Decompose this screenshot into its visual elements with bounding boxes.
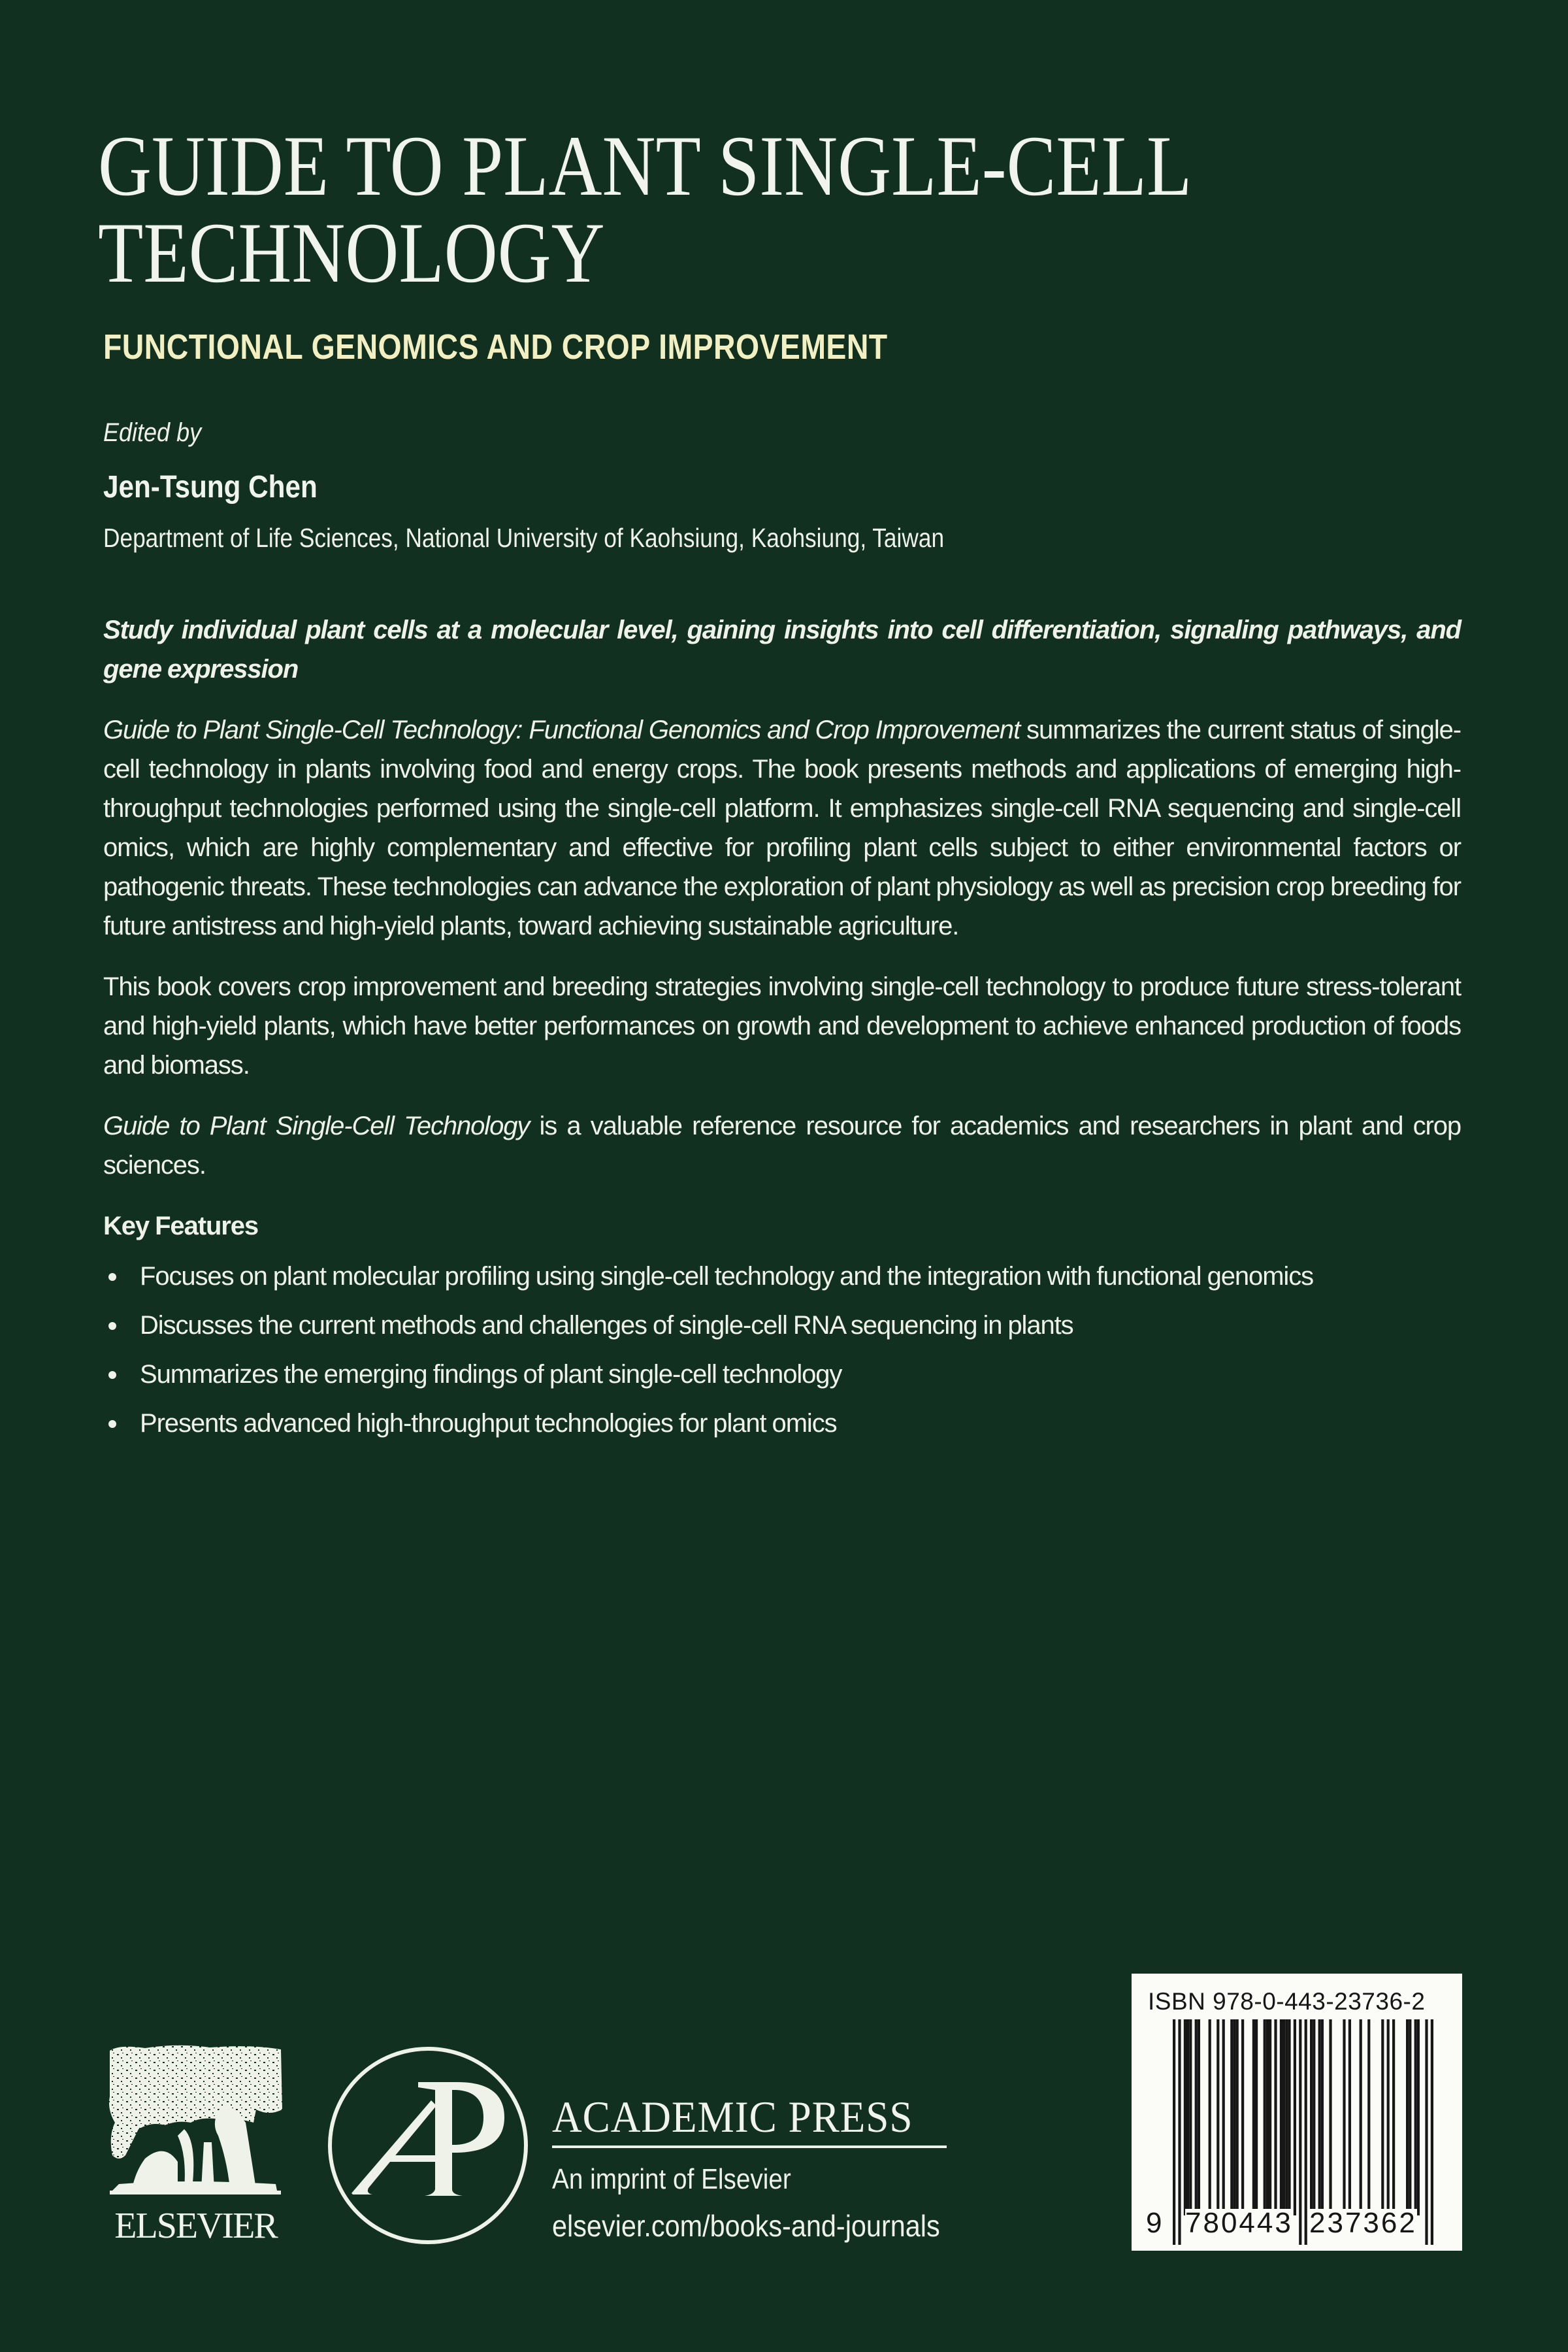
edited-by-label: Edited by — [103, 418, 202, 447]
imprint-line: An imprint of Elsevier — [552, 2163, 791, 2195]
book-title-line-2: TECHNOLOGY — [98, 205, 605, 301]
book-title-reference: Guide to Plant Single-Cell Technology: Functional Genomics and Crop Improvement — [103, 716, 1021, 744]
key-feature-item — [103, 1355, 1461, 1394]
publisher-url[interactable]: elsevier.com/books-and-journals — [552, 2209, 940, 2243]
key-feature-item — [103, 1257, 1461, 1296]
key-feature-text: Presents advanced high-throughput technologies for plant omics — [140, 1409, 837, 1438]
barcode-first-digit: 9 — [1146, 2207, 1162, 2239]
bullet-icon — [108, 1322, 116, 1330]
isbn-label: ISBN 978-0-443-23736-2 — [1148, 1988, 1426, 2015]
key-features-heading: Key Features — [103, 1212, 259, 1240]
ap-monogram-icon — [327, 2046, 529, 2245]
barcode-right-digits: 237362 — [1309, 2207, 1417, 2239]
paragraph-text: summarizes the current status of single-cell technology in plants involving food and energy crops. The book presents methods and applications of emerging high-throughput technologies performed using the single-cell platform. It emphasizes single-cell RNA sequencing and single-cell omics, which are highly complementary and effective for profiling plant cells subject to either environmental factors or pathogenic threats. These technologies can advance the exploration of plant physiology as well as precision crop breeding for future antistress and high-yield plants, toward achieving sustainable agriculture. — [103, 716, 1461, 940]
bullet-icon — [108, 1371, 116, 1379]
editor-affiliation: Department of Life Sciences, National University of Kaohsiung, Kaohsiung, Taiwan — [103, 523, 945, 553]
bullet-icon — [108, 1420, 116, 1428]
back-cover-copy — [103, 610, 1461, 1453]
key-features-list — [103, 1257, 1461, 1443]
book-title-line-1: GUIDE TO PLANT SINGLE-CELL — [98, 118, 1192, 214]
book-title-reference: Guide to Plant Single-Cell Technology — [103, 1112, 530, 1140]
bullet-icon — [108, 1273, 116, 1281]
elsevier-wordmark: ELSEVIER — [114, 2206, 277, 2246]
isbn-barcode — [1132, 1974, 1462, 2251]
elsevier-tree-icon — [106, 2044, 285, 2204]
academic-press-name: ACADEMIC PRESS — [552, 2092, 913, 2142]
description-paragraph-3 — [103, 1106, 1461, 1185]
barcode-left-digits: 780443 — [1185, 2207, 1293, 2239]
key-feature-item — [103, 1306, 1461, 1345]
key-feature-text: Summarizes the emerging findings of plant single-cell technology — [140, 1360, 842, 1389]
key-feature-text: Focuses on plant molecular profiling using single-cell technology and the integration with functional genomics — [140, 1262, 1314, 1291]
editor-name: Jen-Tsung Chen — [103, 470, 318, 505]
description-paragraph-2: This book covers crop improvement and breeding strategies involving single-cell technology to produce future stress-tolerant and high-yield plants, which have better performances on growth and development to achieve enhanced production of foods and biomass. — [103, 972, 1461, 1080]
key-feature-item — [103, 1404, 1461, 1443]
key-feature-text: Discusses the current methods and challenges of single-cell RNA sequencing in plants — [140, 1311, 1073, 1340]
tagline: Study individual plant cells at a molecular level, gaining insights into cell differentiation, signaling pathways, and gene expression — [103, 616, 1461, 684]
paragraph-text: is a valuable reference resource for academics and researchers in plant and crop sciences. — [103, 1112, 1461, 1180]
divider — [552, 2145, 947, 2148]
book-subtitle: FUNCTIONAL GENOMICS AND CROP IMPROVEMENT — [103, 327, 888, 367]
description-paragraph-1 — [103, 710, 1461, 946]
